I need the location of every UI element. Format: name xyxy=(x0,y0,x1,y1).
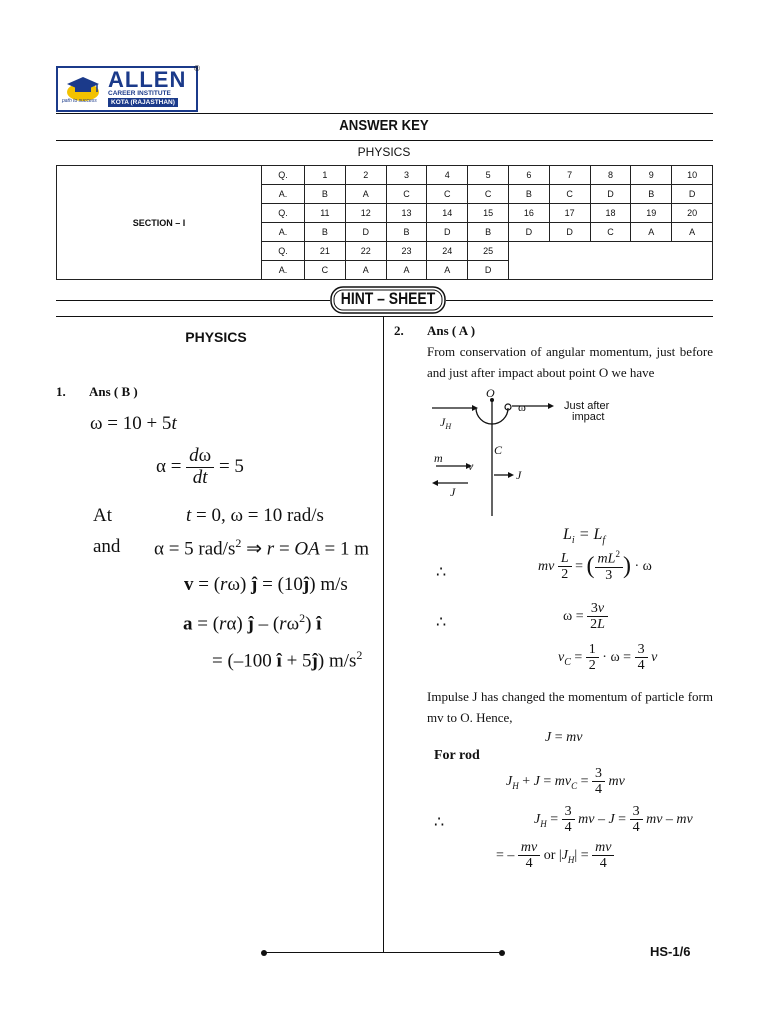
label-J-right: J xyxy=(516,468,522,482)
label-J-left: J xyxy=(450,485,456,499)
table-cell: B xyxy=(631,185,672,204)
table-cell: 21 xyxy=(305,242,346,261)
table-cell: A xyxy=(386,261,427,280)
equation-rod-impulse: $J_H + J = mv_C$ = $\frac{3}{4}$ mv xyxy=(506,766,625,798)
row-label: Q. xyxy=(262,242,305,261)
footer-dot-left xyxy=(261,950,267,956)
equation-omega-result: ω = $\frac{3v}{2L}$ xyxy=(563,601,608,633)
therefore-symbol-3: ∴ xyxy=(434,814,445,831)
label-JH: $J_H$ xyxy=(440,415,452,431)
answer-key-table xyxy=(56,165,713,280)
table-cell: A xyxy=(631,223,672,242)
table-cell: 18 xyxy=(590,204,631,223)
content-top-rule xyxy=(56,316,713,317)
table-cell: B xyxy=(508,185,549,204)
footer-rule xyxy=(264,952,502,953)
table-cell: 22 xyxy=(345,242,386,261)
label-v: v xyxy=(468,459,474,473)
equation-acceleration-result: = (–100 î + 5ĵ) $m/s^2$ xyxy=(212,648,363,672)
for-rod-label: For rod xyxy=(434,748,480,763)
hint-sheet-title: HINT – SHEET xyxy=(340,289,436,308)
table-cell: C xyxy=(549,185,590,204)
equation-vc: $v_C$ = $\frac{1}{2}$ · ω = $\frac{3}{4}$ v xyxy=(558,642,658,674)
row-label: A. xyxy=(262,185,305,204)
table-cell: B xyxy=(305,223,346,242)
table-cell: 23 xyxy=(386,242,427,261)
header-rule-bottom xyxy=(56,140,713,141)
answer-key-title: ANSWER KEY xyxy=(339,117,429,134)
column-divider xyxy=(383,316,384,952)
hint-rule-left xyxy=(56,300,330,301)
label-O: O xyxy=(486,386,495,400)
header-rule-top xyxy=(56,113,713,114)
table-cell: D xyxy=(345,223,386,242)
equation-velocity: v = (rω) ĵ = (10ĵ) m/s xyxy=(184,574,348,595)
section-label: SECTION – I xyxy=(57,166,262,280)
physics-heading: PHYSICS xyxy=(185,329,247,345)
hint-sheet-banner xyxy=(330,286,446,314)
equation-jh: $J_H$ = $\frac{3}{4}$ mv – J = $\frac{3}{4}$ mv – mv xyxy=(534,804,693,836)
table-cell: D xyxy=(427,223,468,242)
table-cell: B xyxy=(386,223,427,242)
table-cell: C xyxy=(590,223,631,242)
table-cell: 14 xyxy=(427,204,468,223)
label-omega: ω xyxy=(518,400,526,414)
rod-impact-diagram xyxy=(428,386,638,520)
question-number-1: 1. xyxy=(56,384,66,399)
table-cell: 20 xyxy=(672,204,713,223)
registered-mark: ® xyxy=(194,64,200,73)
equation-radius: α = 5 rad/$s^2$ ⇒ r = OA = 1 m xyxy=(154,536,369,560)
table-cell: 9 xyxy=(631,166,672,185)
label-C: C xyxy=(494,443,503,457)
equation-alpha: α = $\frac{d\omega}{dt}$ = 5 xyxy=(156,445,244,488)
table-cell: D xyxy=(549,223,590,242)
table-cell: 16 xyxy=(508,204,549,223)
page-number: HS-1/6 xyxy=(650,944,691,959)
table-row xyxy=(57,166,713,185)
table-cell: 25 xyxy=(468,242,509,261)
table-cell: 5 xyxy=(468,166,509,185)
equation-initial: t = 0, ω = 10 rad/s xyxy=(186,505,324,526)
table-cell: 7 xyxy=(549,166,590,185)
table-cell: 3 xyxy=(386,166,427,185)
table-cell: 10 xyxy=(672,166,713,185)
and-label: and xyxy=(93,536,121,557)
equation-angular-momentum: $L_i = L_f$ xyxy=(563,526,606,547)
therefore-symbol-1: ∴ xyxy=(436,564,447,581)
footer-dot-right xyxy=(499,950,505,956)
logo-subtitle: CAREER INSTITUTE xyxy=(108,90,171,97)
label-m: m xyxy=(434,451,443,465)
therefore-symbol-2: ∴ xyxy=(436,614,447,631)
logo-location: KOTA (RAJASTHAN) xyxy=(108,98,178,107)
table-cell: D xyxy=(468,261,509,280)
row-label: Q. xyxy=(262,166,305,185)
table-cell: 6 xyxy=(508,166,549,185)
subject-title: PHYSICS xyxy=(357,145,411,159)
table-cell: C xyxy=(468,185,509,204)
question-number-2: 2. xyxy=(394,323,404,338)
table-cell: D xyxy=(508,223,549,242)
explanation-paragraph-1: From conservation of angular momentum, just before and just after impact about point O we have xyxy=(427,344,713,380)
table-cell: 13 xyxy=(386,204,427,223)
table-cell: 24 xyxy=(427,242,468,261)
table-cell: A xyxy=(345,185,386,204)
table-cell: 12 xyxy=(345,204,386,223)
table-cell: 4 xyxy=(427,166,468,185)
table-cell: 17 xyxy=(549,204,590,223)
answer-label-1: Ans ( B ) xyxy=(89,384,138,399)
hint-rule-right xyxy=(446,300,713,301)
equation-acceleration: a = (rα) ĵ – $(r\omega^2)$ î xyxy=(183,611,322,635)
equation-impulse: J = mv xyxy=(545,730,583,745)
table-cell: C xyxy=(305,261,346,280)
table-cell: A xyxy=(345,261,386,280)
table-cell: A xyxy=(427,261,468,280)
row-label: A. xyxy=(262,223,305,242)
row-label: Q. xyxy=(262,204,305,223)
table-cell: 19 xyxy=(631,204,672,223)
equation-omega: ω = 10 + 5t xyxy=(90,413,177,434)
answer-label-2: Ans ( A ) xyxy=(427,323,476,338)
table-cell: 8 xyxy=(590,166,631,185)
table-cell: D xyxy=(672,185,713,204)
table-cell: C xyxy=(427,185,468,204)
table-cell: D xyxy=(590,185,631,204)
impact-label: impact xyxy=(572,411,605,423)
row-label: A. xyxy=(262,261,305,280)
empty-cell xyxy=(508,242,712,280)
logo-tagline: path to success xyxy=(62,98,97,104)
allen-logo xyxy=(56,66,198,112)
just-after-label: Just after xyxy=(564,400,610,412)
explanation-paragraph-2: Impulse J has changed the momentum of particle form mv to O. Hence, xyxy=(427,689,713,725)
logo-name: ALLEN xyxy=(108,67,187,92)
equation-jh-result: = – $\frac{mv}{4}$ or $|J_H|$ = $\frac{mv}{4}$ xyxy=(496,840,614,872)
table-cell: 15 xyxy=(468,204,509,223)
equation-mv-l2: mv $\frac{L}{2}$ = ( $\frac{mL^2}{3}$ ) · ω xyxy=(538,549,652,584)
table-cell: 2 xyxy=(345,166,386,185)
table-cell: B xyxy=(468,223,509,242)
table-cell: 1 xyxy=(305,166,346,185)
table-cell: 11 xyxy=(305,204,346,223)
table-cell: B xyxy=(305,185,346,204)
table-cell: C xyxy=(386,185,427,204)
at-label: At xyxy=(93,505,112,526)
table-cell: A xyxy=(672,223,713,242)
